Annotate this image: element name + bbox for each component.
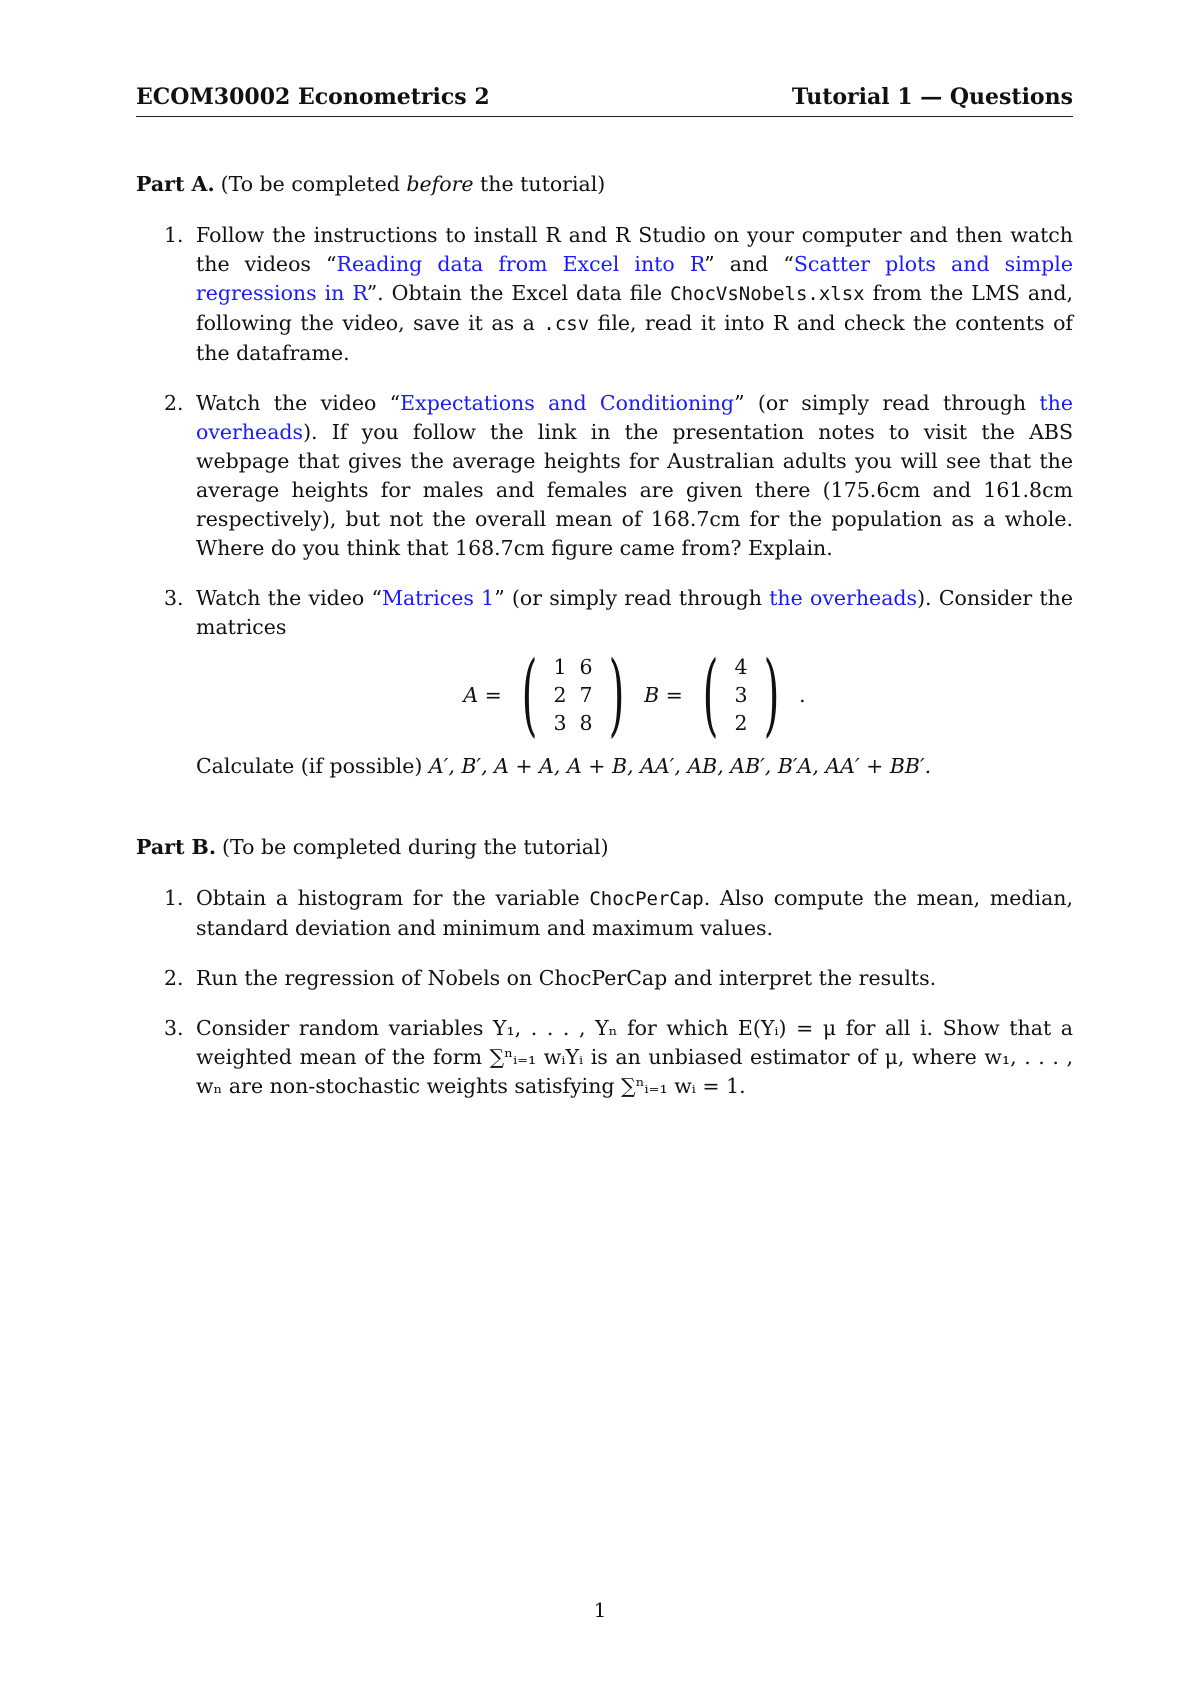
- question-text: Consider random variables Y₁, . . . , Yₙ for which E(Yᵢ) = μ for all i. Show that a weighted mean of the form ∑ⁿᵢ₌₁ wᵢYᵢ is an unbiased estimator of μ, where w₁, . . . , wₙ are non-stochastic weights satisfying ∑ⁿᵢ₌₁ wᵢ = 1.: [196, 1016, 1073, 1098]
- part-a-label: Part A.: [136, 172, 215, 196]
- link-expectations-conditioning[interactable]: Expectations and Conditioning: [400, 391, 735, 415]
- question-text: ” (or simply read through: [494, 586, 770, 610]
- part-a-heading: [136, 170, 1073, 199]
- page-header: [136, 84, 1073, 117]
- left-paren: (: [702, 642, 719, 747]
- question-text: Follow the instructions to install R and R Studio on your computer and then watch the videos “: [196, 223, 1073, 276]
- matrix-cell: 8: [579, 711, 593, 735]
- matrix-cell: 3: [553, 711, 567, 735]
- question-text: from the LMS and, following the video, save it as a: [196, 281, 1073, 335]
- calculate-line: [196, 752, 1073, 781]
- question-number: 3.: [164, 586, 184, 610]
- matrix-cell: 2: [553, 683, 567, 707]
- left-paren: (: [521, 642, 538, 747]
- course-title: ECOM30002 Econometrics 2: [136, 84, 490, 110]
- part-b-label: Part B.: [136, 835, 217, 859]
- part-b-questions: [136, 884, 1073, 1101]
- matrix-a-entries: [547, 653, 599, 737]
- part-a-subtitle-post: the tutorial): [473, 172, 606, 196]
- matrix-cell: 3: [734, 683, 748, 707]
- question-number: 1.: [164, 886, 184, 910]
- question-text: ). Consider the matrices: [196, 586, 1073, 639]
- question-text: ” (or simply read through: [734, 391, 1040, 415]
- question-number: 2.: [164, 391, 184, 415]
- tutorial-title: Tutorial 1 — Questions: [791, 84, 1073, 110]
- question-text: Run the regression of Nobels on ChocPerCap and interpret the results.: [196, 966, 937, 990]
- part-b-question-2: [136, 964, 1073, 993]
- question-text: file, read it into R and check the contents of the dataframe.: [196, 311, 1074, 365]
- right-paren: ): [608, 642, 625, 747]
- matrix-b-label: B =: [644, 682, 683, 707]
- part-a-question-1: [136, 221, 1073, 368]
- matrix-b: [693, 642, 789, 747]
- question-text: . Also compute the mean, median, standard deviation and minimum and maximum values.: [196, 886, 1074, 940]
- question-text: Watch the video “: [196, 586, 382, 610]
- link-overheads[interactable]: the overheads: [769, 586, 918, 610]
- matrix-a-label: A =: [463, 682, 502, 707]
- part-a-questions: [136, 221, 1073, 781]
- matrix-cell: 4: [734, 655, 748, 679]
- question-text: ”. Obtain the Excel data file: [366, 281, 671, 305]
- page-number: 1: [593, 1598, 607, 1622]
- matrix-period: .: [799, 682, 806, 707]
- matrix-cell: 6: [579, 655, 593, 679]
- question-number: 3.: [164, 1016, 184, 1040]
- matrix-cell: 2: [734, 711, 748, 735]
- part-b-question-3: [136, 1014, 1073, 1101]
- part-a-subtitle-pre: (To be completed: [220, 172, 407, 196]
- main-content: [136, 170, 1073, 1122]
- part-b-heading: [136, 833, 1073, 862]
- variable-name: ChocPerCap: [589, 888, 704, 910]
- right-paren: ): [763, 642, 780, 747]
- part-b-subtitle: (To be completed during the tutorial): [222, 835, 609, 859]
- matrix-cell: 7: [579, 683, 593, 707]
- matrix-display: [196, 642, 1073, 747]
- file-name: ChocVsNobels.xlsx: [670, 283, 865, 305]
- part-a-question-2: [136, 389, 1073, 563]
- question-number: 2.: [164, 966, 184, 990]
- question-text: Calculate (if possible): [196, 754, 429, 778]
- part-a-question-3: [136, 584, 1073, 781]
- link-scatter-plots[interactable]: Scatter plots and simple regressions in R: [196, 252, 1073, 305]
- question-text: ” and “: [704, 252, 794, 276]
- calc-expression: A′, B′, A + A, A + B, AA′, AB, AB′, B′A, AA′ + BB′.: [428, 754, 932, 778]
- question-text: ). If you follow the link in the presentation notes to visit the ABS webpage that gives the average heights for Australian adults you will see that the average heights for males and females are given there (175.6cm and 161.8cm respectively), but not the overall mean of 168.7cm for the population as a whole. Where do you think that 168.7cm figure came from? Explain.: [196, 420, 1073, 560]
- question-number: 1.: [164, 223, 184, 247]
- part-a-subtitle-em: before: [406, 172, 474, 196]
- question-text: Watch the video “: [196, 391, 401, 415]
- link-reading-data-excel[interactable]: Reading data from Excel into R: [336, 252, 705, 276]
- file-extension: .csv: [543, 313, 590, 335]
- link-matrices-1[interactable]: Matrices 1: [381, 586, 495, 610]
- link-overheads[interactable]: the overheads: [196, 391, 1073, 444]
- matrix-a: [512, 642, 634, 747]
- matrix-b-entries: [728, 653, 754, 737]
- question-text: Obtain a histogram for the variable: [196, 886, 590, 910]
- part-b-question-1: [136, 884, 1073, 943]
- matrix-cell: 1: [553, 655, 567, 679]
